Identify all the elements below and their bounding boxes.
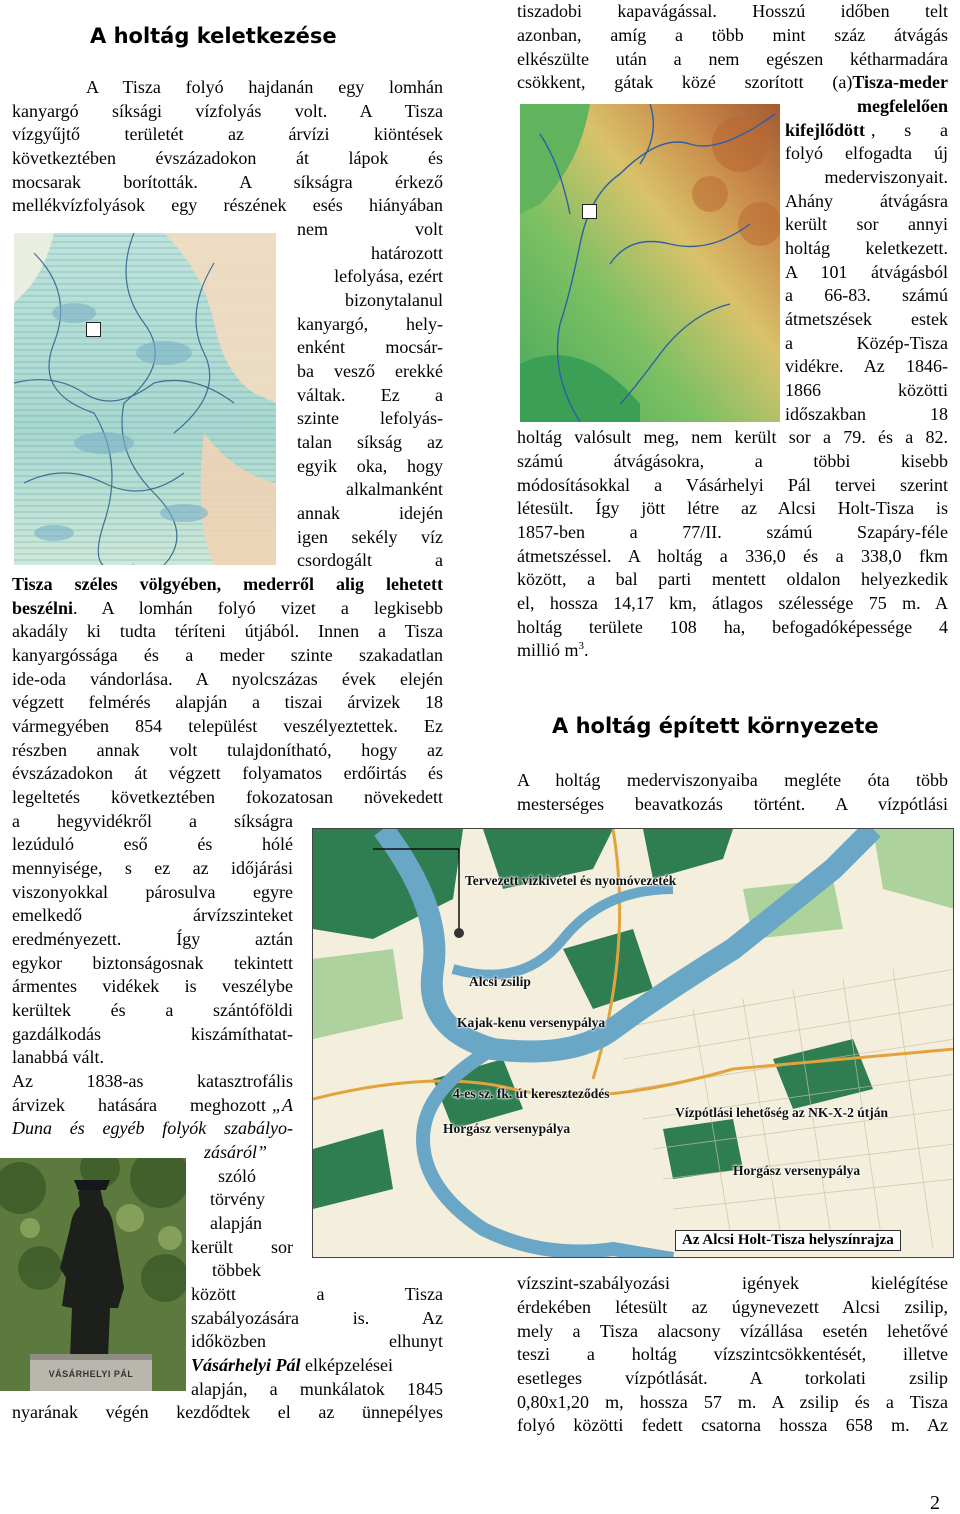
paragraph-line: viszonyokkal párosulva egyre <box>12 882 293 902</box>
map-label: Alcsi zsilip <box>469 974 531 989</box>
paragraph-line: el, hossza 14,17 km, átlagos szélessége 75 m. A <box>517 593 948 613</box>
historic-marsh-map <box>14 233 276 565</box>
paragraph-line: folyó elfogadta új <box>785 143 948 163</box>
paragraph-line: gazdálkodás kiszámíthatat- <box>12 1024 293 1044</box>
vasarhelyi-statue-photo <box>0 1158 186 1391</box>
paragraph-line: létesült. Így jött létre az Alcsi Holt-Tisza is <box>517 498 948 518</box>
paragraph-line: következtében évszázadokon át lápok és <box>12 148 443 168</box>
paragraph-line: A Tisza folyó hajdanán egy lomhán <box>86 77 443 97</box>
statue-plaque-text: VÁSÁRHELYI PÁL <box>48 1369 134 1379</box>
paragraph-line: alapján, a munkálatok 1845 <box>191 1379 443 1399</box>
paragraph-line: megfelelően <box>857 96 948 116</box>
paragraph-line: annak idején <box>297 503 443 523</box>
paragraph-line: között a Tisza <box>191 1284 443 1304</box>
paragraph-line: 0,80x1,20 m, hossza 57 m. A zsilip és a Tisza <box>517 1392 948 1412</box>
bold-italic-name: Vásárhelyi Pál <box>191 1355 301 1375</box>
paragraph-line: vízgyűjtő területét az árvízi kiöntések <box>12 124 443 144</box>
paragraph-line: határozott <box>371 243 443 263</box>
paragraph-line: enként mocsár- <box>297 337 443 357</box>
paragraph-line: talan síkság az <box>297 432 443 452</box>
page-number: 2 <box>930 1492 940 1514</box>
paragraph-line: holtág valósult meg, nem került sor a 79. és a 82. <box>517 427 948 447</box>
paragraph-line: Ahány átvágásra <box>785 191 948 211</box>
paragraph-line: váltak. Ez a <box>297 385 443 405</box>
paragraph-line: mesterséges beavatkozás történt. A vízpótlási <box>517 794 948 814</box>
relief-map-graphic <box>520 104 780 422</box>
paragraph-line: törvény <box>210 1189 265 1209</box>
paragraph-line: 1866 közötti <box>785 380 948 400</box>
paragraph-line: esetleges vízpótlását. A torkolati zsilip <box>517 1368 948 1388</box>
paragraph-line: egykor biztonságosnak tekintett <box>12 953 293 973</box>
text-span: . A lomhán folyó vizet a legkisebb <box>73 598 443 618</box>
paragraph-line: kanyargó síksági vízfolyás volt. A Tisza <box>12 101 443 121</box>
paragraph-line: 1857-ben a 77/II. számú Szapáry-féle <box>517 522 948 542</box>
paragraph-line: holtág területe 108 ha, befogadóképessége 4 <box>517 617 948 637</box>
paragraph-line: kerültek és a szántóföldi <box>12 1000 293 1020</box>
paragraph-line: holtág keletkezett. <box>785 238 948 258</box>
paragraph-line <box>191 1354 393 1378</box>
map-label: Kajak-kenu versenypálya <box>457 1015 606 1030</box>
paragraph-line: emelkedő árvízszinteket <box>12 905 293 925</box>
paragraph-line: kanyargó, hely- <box>297 314 443 334</box>
paragraph-line: mocsarak borították. A síkságra érkező <box>12 172 443 192</box>
text-span: csökkent, gátak közé szorított (a) <box>517 72 853 92</box>
paragraph-line: azonban, amíg a több mint száz átvágás <box>517 25 948 45</box>
paragraph-line: ba vesző erekké <box>297 361 443 381</box>
map-caption: Az Alcsi Holt-Tisza helyszínrajza <box>675 1230 901 1251</box>
paragraph-line <box>785 119 948 143</box>
text-span: árvizek hatására meghozott <box>12 1095 266 1115</box>
paragraph-line: zásáról” <box>204 1142 268 1162</box>
paragraph-line: Tisza széles völgyében, mederről alig lehetett <box>12 574 443 594</box>
alcsi-site-map <box>312 828 954 1258</box>
paragraph-line: csordogált a <box>297 550 443 570</box>
paragraph-line: átmetszéssel. A holtág a 336,0 és a 338,0 fkm <box>517 546 948 566</box>
paragraph-line: a 66-83. számú <box>785 285 948 305</box>
paragraph-line: lanabbá vált. <box>12 1047 104 1067</box>
paragraph-line: vármegyében 854 települést veszélyeztettek. Ez <box>12 716 443 736</box>
paragraph-line: Duna és egyéb folyók szabályo- <box>12 1118 293 1138</box>
paragraph-line: végzett felmérés alapján a tiszai árvizek 18 <box>12 692 443 712</box>
paragraph-line: mellékvízfolyások egy részének esés hiányában <box>12 195 443 215</box>
paragraph-line: szinte lefolyás- <box>297 408 443 428</box>
location-marker <box>582 204 597 219</box>
paragraph-line: A 101 átvágásból <box>785 262 948 282</box>
text-span: elképzelései <box>300 1355 393 1375</box>
italic-phrase: „A <box>271 1095 293 1115</box>
paragraph-line: mely a Tisza alacsony vízállása esetén lehetővé <box>517 1321 948 1341</box>
paragraph-line: nem volt <box>297 219 443 239</box>
paragraph-line: között, a bal parti mentett oldalon helyezkedik <box>517 569 948 589</box>
paragraph-line <box>517 71 948 95</box>
site-map-graphic <box>313 829 954 1258</box>
map-label: Horgász versenypálya <box>733 1163 861 1178</box>
paragraph-line: lezúduló eső és hólé <box>12 834 293 854</box>
location-marker <box>86 322 101 337</box>
paragraph-line: teszi a holtág vízszintcsökkentését, illetve <box>517 1344 948 1364</box>
paragraph-line: tiszadobi kapavágással. Hosszú időben telt <box>517 1 948 21</box>
paragraph-line: vidékre. Az 1846- <box>785 356 948 376</box>
paragraph-line: a Közép-Tisza <box>785 333 948 353</box>
paragraph-line: folyó közötti fedett csatorna hossza 658 m. Az <box>517 1415 948 1435</box>
paragraph-line: számú átvágásokra, a többi kisebb <box>517 451 948 471</box>
paragraph-line: lefolyása, ezért <box>334 266 443 286</box>
map-label: 4-es sz. fk. út kereszteződés <box>453 1086 610 1101</box>
paragraph-line: eredményezett. Így aztán <box>12 929 293 949</box>
paragraph-line: a hegyvidékről a síkságra <box>12 811 293 831</box>
paragraph-line: A holtág mederviszonyaiba megléte óta több <box>517 770 948 790</box>
paragraph-line: igen sekély víz <box>297 527 443 547</box>
paragraph-line: mennyisége, s ez az időjárási <box>12 858 293 878</box>
paragraph-line: többek <box>212 1260 261 1280</box>
paragraph-line: részben annak volt tulajdonítható, hogy az <box>12 740 443 760</box>
paragraph-line: nyarának végén kezdődtek el az ünnepélyes <box>12 1402 443 1422</box>
paragraph-line: alapján <box>210 1213 262 1233</box>
paragraph-line: szabályozására is. Az <box>191 1308 443 1328</box>
paragraph-line: időközben elhunyt <box>191 1331 443 1351</box>
statue-graphic <box>0 1158 186 1391</box>
paragraph-line <box>12 1094 293 1118</box>
paragraph-line: akadály ki tudta téríteni útjából. Innen a Tisza <box>12 621 443 641</box>
paragraph-line: alkalmanként <box>346 479 443 499</box>
paragraph-line: egyik oka, hogy <box>297 456 443 476</box>
map-label: Vízpótlási lehetőség az NK-X-2 útján <box>675 1105 888 1120</box>
text-span: , s a <box>871 120 948 140</box>
paragraph-line: Az 1838-as katasztrofális <box>12 1071 293 1091</box>
paragraph-line: bizonytalanul <box>345 290 443 310</box>
paragraph-line: került sor <box>191 1237 293 1257</box>
paragraph-line: legeltetés következtében fokozatosan növekedett <box>12 787 443 807</box>
text-span: millió m <box>517 640 579 660</box>
paragraph-line: időszakban 18 <box>785 404 948 424</box>
relief-map <box>520 104 780 422</box>
paragraph-line: kanyargóssága és a meder szinte szakadatlan <box>12 645 443 665</box>
paragraph-line: mederviszonyait. <box>824 167 948 187</box>
paragraph-line <box>12 597 443 621</box>
paragraph-line: évszázadokon át végzett folyamatos erdőirtás és <box>12 763 443 783</box>
section-title-formation: A holtág keletkezése <box>90 24 337 48</box>
map-label: Horgász versenypálya <box>443 1121 571 1136</box>
superscript: 3 <box>578 640 585 652</box>
historic-map-graphic <box>14 233 276 565</box>
paragraph-line: átmetszések estek <box>785 309 948 329</box>
paragraph-line <box>517 639 589 663</box>
section-title-built-environment: A holtág épített környezete <box>552 714 879 738</box>
paragraph-line: ide-oda vándorlása. A nyolcszázas évek elején <box>12 669 443 689</box>
paragraph-line: került sor annyi <box>785 214 948 234</box>
paragraph-line: elkészülte után a nem egészen kétharmadára <box>517 49 948 69</box>
paragraph-line: ármentes vidékek is veszélybe <box>12 976 293 996</box>
paragraph-line: érdekében létesült az úgynevezett Alcsi zsilip, <box>517 1297 948 1317</box>
paragraph-line: szóló <box>218 1166 256 1186</box>
paragraph-line: vízszint-szabályozási igények kielégítése <box>517 1273 948 1293</box>
bold-phrase: beszélni <box>12 598 73 618</box>
text-span: . <box>584 640 589 660</box>
map-label: Tervezett vízkivétel és nyomóvezeték <box>465 873 677 888</box>
bold-phrase: kifejlődött <box>785 120 865 140</box>
bold-phrase: Tisza-meder <box>852 72 948 92</box>
paragraph-line: módosításokkal a Vásárhelyi Pál tervei szerint <box>517 475 948 495</box>
